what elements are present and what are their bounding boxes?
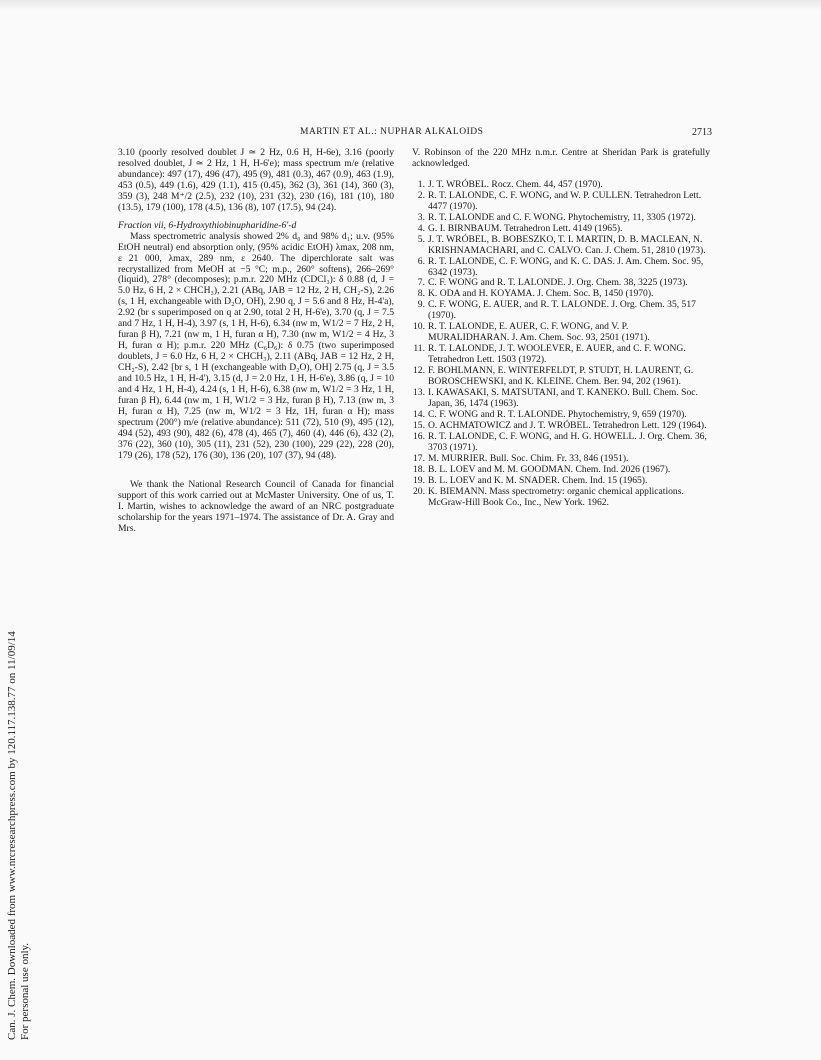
reference-number: 18 . [412,465,425,476]
reference-text: J. T. WRÓBEL, B. BOBESZKO, T. I. MARTIN, D. B. MACLEAN, N. KRISHNAMACHARI, and C. CALVO. Can. J. Chem. 51, 2810 (1973). [428,233,706,256]
reference-text: M. MURRIER. Bull. Soc. Chim. Fr. 33, 846 (1951). [428,452,629,464]
left-column [118,148,394,534]
reference-text: J. T. WRÓBEL. Rocz. Chem. 44, 457 (1970). [428,178,603,190]
reference-text: F. BOHLMANN, E. WINTERFELDT, P. STUDT, H. LAURENT, G. BOROSCHEWSKI, and K. KLEINE. Chem. Ber. 94, 202 (1961). [428,365,694,388]
reference-item [412,388,710,410]
reference-number: 13 . [412,388,425,399]
reference-number: 19 . [412,476,425,487]
reference-number: 4 . [412,224,425,235]
reference-text: R. T. LALONDE, C. F. WONG, and H. G. HOWELL. J. Org. Chem. 36, 3703 (1971). [428,430,707,453]
reference-number: 1 . [412,180,425,191]
reference-item [412,322,710,344]
acknowledgement-paragraph: We thank the National Research Council of Canada for financial support of this work carried out at McMaster University. One of us, T. I. Martin, wishes to acknowledge the award of an NRC postgraduate scholarship for the years 1971–1974. The assistance of Dr. A. Gray and Mrs. [118,478,394,534]
reference-text: O. ACHMATOWICZ and J. T. WRÓBEL. Tetrahedron Lett. 129 (1964). [428,419,707,431]
reference-text: B. L. LOEV and K. M. SNADER. Chem. Ind. 15 (1965). [428,474,648,486]
reference-number: 17 . [412,454,425,465]
reference-text: R. T. LALONDE, E. AUER, C. F. WONG, and V. P. MURALIDHARAN. J. Am. Chem. Soc. 93, 2501 (1971). [428,321,650,344]
reference-number: 10 . [412,322,425,333]
running-title: MARTIN ET AL.: NUPHAR ALKALOIDS [300,127,484,137]
reference-item [412,432,710,454]
reference-text: R. T. LALONDE, C. F. WONG, and K. C. DAS. J. Am. Chem. Soc. 95, 6342 (1973). [428,255,704,278]
reference-number: 2 . [412,191,425,202]
reference-number: 20 . [412,487,425,498]
right-column [412,148,710,509]
reference-number: 5 . [412,235,425,246]
reference-item [412,366,710,388]
reference-text: C. F. WONG, E. AUER, and R. T. LALONDE. J. Org. Chem. 35, 517 (1970). [428,299,696,322]
reference-number: 11 . [412,344,425,355]
acknowledgement-continued: V. Robinson of the 220 MHz n.m.r. Centre at Sheridan Park is gratefully acknowledged. [412,147,710,169]
reference-number: 12 . [412,366,425,377]
reference-text: C. F. WONG and R. T. LALONDE. J. Org. Chem. 38, 3225 (1973). [428,277,688,289]
watermark-line-2: For personal use only. [19,942,31,1040]
reference-number: 16 . [412,432,425,443]
reference-number: 15 . [412,421,425,432]
reference-item [412,191,710,213]
reference-text: G. I. BIRNBAUM. Tetrahedron Lett. 4149 (1965). [428,222,623,234]
reference-text: R. T. LALONDE, J. T. WOOLEVER, E. AUER, and C. F. WONG. Tetrahedron Lett. 1503 (1972). [428,343,686,366]
reference-number: 9 . [412,300,425,311]
fraction-vii-paragraph: Mass spectrometric analysis showed 2% d₀ and 98% d₁; u.v. (95% EtOH neutral) end absorption only, (95% acidic EtOH) λmax, 208 nm, ε 21 000, λmax, 289 nm, ε 2640. The diperchlorate salt was recrystallized from MeOH at −5 °C; m.p., 260° softens), 266–269° (liquid), 278° (decomposes); p.m.r. 220 MHz (CDCl₃): δ 0.88 (d, J = 5.0 Hz, 6 H, 2 × CHCH₃), 2.21 (ABq, JAB = 12 Hz, 2 H, CH₂-S), 2.26 (s, 1 H, exchangeable with D₂O, OH), 2.90 q, J = 5.6 and 8 Hz, H-4'a), 2.92 (br s superimposed on q at 2.90, total 2 H, H-6'e), 3.70 (q, J = 7.5 and 7 Hz, 1 H, H-4), 3.97 (s, 1 H, H-6), 6.34 (nw m, W1/2 = 7 Hz, 2 H, furan β H), 7.21 (nw m, 1 H, furan α H), 7.30 (nw m, W1/2 = 4 Hz, 3 H, furan α H); p.m.r. 220 MHz (C₆D₆): δ 0.75 (two superimposed doublets, J = 6.0 Hz, 6 H, 2 × CHCH₃), 2.11 (ABq, JAB = 12 Hz, 2 H, CH₂-S), 2.42 [br s, 1 H (exchangeable with D₂O), OH] 2.75 (q, J = 3.5 and 10.5 Hz, 1 H, H-4'), 3.15 (d, J = 2.0 Hz, 1 H, H-6'e), 3.86 (q, J = 10 and 4 Hz, 1 H, H-4), 4.24 (s, 1 H, H-6), 6.38 (nw m, W1/2 = 3 Hz, 1 H, furan β H), 6.44 (nw m, 1 H, W1/2 = 3 Hz, furan β H), 7.13 (nw m, 3 H, furan α H), 7.25 (nw m, W1/2 = 3 Hz, 1H, furan α H); mass spectrum (200°) m/e (relative abundance): 511 (72), 510 (9), 495 (12), 494 (52), 493 (90), 482 (6), 478 (4), 465 (7), 460 (4), 446 (6), 432 (2), 376 (22), 360 (10), 305 (11), 231 (52), 230 (100), 229 (22), 228 (20), 179 (26), 178 (52), 176 (30), 136 (20), 107 (37), 94 (48). [118,230,394,461]
reference-text: R. T. LALONDE, C. F. WONG, and W. P. CULLEN. Tetrahedron Lett. 4477 (1970). [428,189,702,212]
reference-item [412,257,710,279]
reference-text: K. BIEMANN. Mass spectrometry: organic chemical applications. McGraw-Hill Book Co., Inc., New York. 1962. [428,485,684,508]
reference-item [412,344,710,366]
reference-number: 14 . [412,410,425,421]
reference-text: K. ODA and H. KOYAMA. J. Chem. Soc. B, 1450 (1970). [428,288,654,300]
reference-item [412,300,710,322]
watermark-line-1: Can. J. Chem. Downloaded from www.nrcresearchpress.com by 120.117.138.77 on 11/09/14 [6,631,18,1040]
reference-list [412,180,710,509]
reference-number: 6 . [412,257,425,268]
section-title: Fraction vii, 6-Hydroxythiobinupharidine-6'-d [118,219,297,231]
reference-number: 8 . [412,289,425,300]
reference-number: 7 . [412,278,425,289]
reference-text: I. KAWASAKI, S. MATSUTANI, and T. KANEKO. Bull. Chem. Soc. Japan, 36, 1474 (1963). [428,387,698,409]
reference-text: R. T. LALONDE and C. F. WONG. Phytochemistry, 11, 3305 (1972). [428,211,696,223]
spectral-data-paragraph: 3.10 (poorly resolved doublet J ≃ 2 Hz, 0.6 H, H-6e), 3.16 (poorly resolved doublet, J ≃ 2 Hz, 1 H, H-6'e); mass spectrum m/e (relative abundance): 497 (17), 496 (47), 495 (9), 481 (0.3), 467 (0.9), 463 (1.9), 453 (0.5), 449 (1.6), 429 (1.1), 415 (0.45), 362 (3), 361 (14), 360 (3), 359 (3), 248 M⁺/2 (2.5), 232 (10), 231 (32), 230 (16), 181 (10), 180 (13.5), 179 (100), 178 (4.5), 136 (8), 107 (17.5), 94 (24). [118,147,394,213]
download-watermark [6,631,32,1040]
scan-edge [0,0,821,10]
reference-number: 3 . [412,213,425,224]
reference-item [412,487,710,509]
reference-text: B. L. LOEV and M. M. GOODMAN. Chem. Ind. 2026 (1967). [428,463,671,475]
page-number: 2713 [692,127,712,138]
page-header [130,127,712,143]
reference-item [412,235,710,257]
reference-text: C. F. WONG and R. T. LALONDE. Phytochemistry, 9, 659 (1970). [428,408,687,420]
